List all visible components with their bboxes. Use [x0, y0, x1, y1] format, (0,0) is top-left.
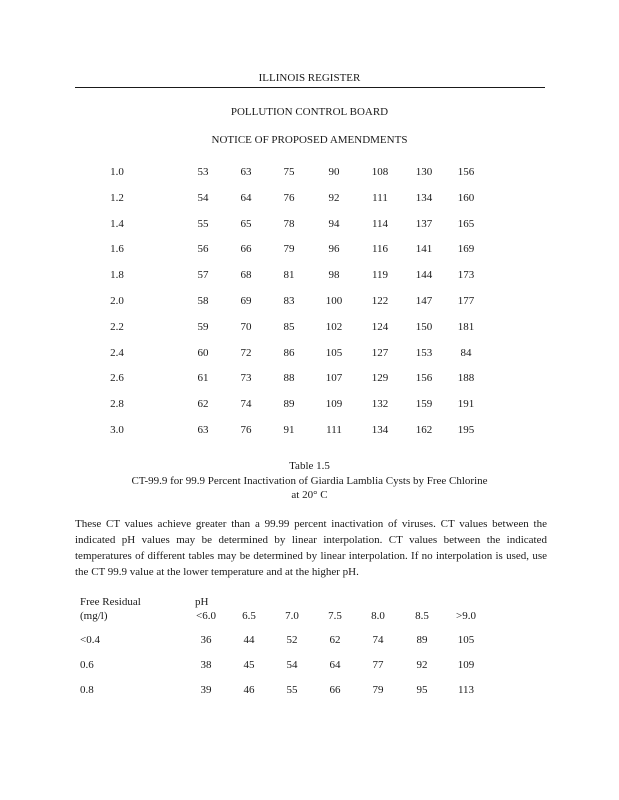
ct-value-cell: 95	[416, 684, 428, 696]
ph-column-header: 7.0	[285, 610, 299, 622]
residual-cell: 2.2	[110, 320, 124, 333]
ct-value-cell: 188	[457, 372, 475, 385]
table-temperature: at 20° C	[291, 489, 328, 501]
residual-cell: 0.6	[80, 659, 94, 671]
ct-value-cell: 92	[328, 191, 340, 204]
ph-column-header: <6.0	[196, 610, 216, 622]
ct-value-cell: 55	[286, 684, 298, 696]
ct-value-cell: 88	[283, 372, 295, 385]
ct-value-cell: 134	[371, 424, 389, 436]
ct-value-cell: 129	[371, 372, 389, 385]
residual-cell: 2.6	[110, 372, 124, 385]
ct-value-cell: 156	[415, 372, 433, 385]
ct-value-cell: 156	[457, 166, 475, 178]
ct-value-cell: 68	[240, 269, 252, 282]
ct-value-cell: 65	[240, 217, 252, 230]
ct-value-cell: 63	[197, 424, 209, 436]
residual-cell: 2.8	[110, 398, 124, 411]
ct-value-cell: 94	[328, 217, 340, 230]
units-header: (mg/l)	[80, 610, 108, 622]
board-title: POLLUTION CONTROL BOARD	[230, 106, 389, 118]
residual-cell: 1.4	[110, 217, 124, 230]
ct-value-cell: 84	[460, 346, 472, 359]
ct-value-cell: 132	[371, 398, 389, 411]
ct-value-cell: 108	[371, 166, 389, 178]
ct-value-cell: 58	[197, 295, 209, 307]
ct-value-cell: 70	[240, 320, 252, 333]
ct-value-cell: 64	[240, 191, 252, 204]
ct-value-cell: 162	[415, 424, 433, 436]
ct-value-cell: 73	[240, 372, 252, 385]
residual-cell: 3.0	[110, 424, 124, 436]
ct-value-cell: 116	[371, 243, 389, 256]
ct-value-cell: 72	[240, 346, 252, 359]
ct-value-cell: 59	[197, 320, 209, 333]
ct-value-cell: 63	[240, 166, 252, 178]
free-residual-header: Free Residual	[80, 596, 141, 608]
ct-value-cell: 79	[283, 243, 295, 256]
ct-value-cell: 113	[457, 684, 475, 696]
ct-value-cell: 111	[372, 191, 388, 204]
ct-value-cell: 134	[415, 191, 433, 204]
ct-value-cell: 89	[416, 634, 428, 646]
ct-value-cell: 92	[416, 659, 428, 671]
ct-value-cell: 54	[197, 191, 209, 204]
ct-value-cell: 38	[200, 659, 212, 671]
residual-cell: 1.2	[110, 191, 124, 204]
ct-value-cell: 53	[197, 166, 209, 178]
ct-value-cell: 160	[457, 191, 475, 204]
ct-value-cell: 79	[372, 684, 384, 696]
ct-value-cell: 127	[371, 346, 389, 359]
ct-value-cell: 91	[283, 424, 295, 436]
ph-column-header: 6.5	[242, 610, 256, 622]
ct-value-cell: 90	[328, 166, 340, 178]
ct-value-cell: 130	[415, 166, 433, 178]
ct-value-cell: 77	[372, 659, 384, 671]
ct-value-cell: 165	[457, 217, 475, 230]
ct-value-cell: 69	[240, 295, 252, 307]
ct-value-cell: 122	[371, 295, 389, 307]
header-rule	[75, 87, 545, 88]
ct-value-cell: 74	[240, 398, 252, 411]
ct-value-cell: 105	[457, 634, 475, 646]
ct-value-cell: 109	[457, 659, 475, 671]
table-number: Table 1.5	[289, 460, 330, 472]
ph-column-header: 8.5	[415, 610, 429, 622]
ct-value-cell: 141	[415, 243, 433, 256]
ct-value-cell: 39	[200, 684, 212, 696]
ct-value-cell: 147	[415, 295, 433, 307]
ct-value-cell: 62	[329, 634, 341, 646]
ct-value-cell: 55	[197, 217, 209, 230]
ct-value-cell: 46	[243, 684, 255, 696]
residual-cell: 2.4	[110, 346, 124, 359]
ct-value-cell: 76	[283, 191, 295, 204]
ct-value-cell: 124	[371, 320, 389, 333]
ct-value-cell: 60	[197, 346, 209, 359]
ct-value-cell: 111	[326, 424, 342, 436]
ct-value-cell: 191	[457, 398, 475, 411]
ct-value-cell: 74	[372, 634, 384, 646]
ct-value-cell: 76	[240, 424, 252, 436]
ct-value-cell: 181	[457, 320, 475, 333]
ct-value-cell: 81	[283, 269, 295, 282]
ct-value-cell: 36	[200, 634, 212, 646]
ct-value-cell: 89	[283, 398, 295, 411]
residual-cell: 1.6	[110, 243, 124, 256]
residual-cell: 1.8	[110, 269, 124, 282]
ct-value-cell: 105	[325, 346, 343, 359]
ct-value-cell: 62	[197, 398, 209, 411]
ct-value-cell: 96	[328, 243, 340, 256]
residual-cell: 0.8	[80, 684, 94, 696]
table-title: CT-99.9 for 99.9 Percent Inactivation of Giardia Lamblia Cysts by Free Chlorine	[131, 475, 488, 487]
ct-value-cell: 52	[286, 634, 298, 646]
ct-value-cell: 98	[328, 269, 340, 282]
ct-value-cell: 83	[283, 295, 295, 307]
ct-value-cell: 64	[329, 659, 341, 671]
ct-value-cell: 144	[415, 269, 433, 282]
ct-value-cell: 66	[240, 243, 252, 256]
interpolation-paragraph: These CT values achieve greater than a 99.99 percent inactivation of viruses. CT values between the indicated pH values may be determined by linear interpolation. CT values between the indicated temperatures of different tables may be determined by linear interpolation. If no interpolation is used, use the CT 99.9 value at the lower temperature and at the higher pH.	[75, 518, 547, 578]
ct-value-cell: 173	[457, 269, 475, 282]
ct-value-cell: 54	[286, 659, 298, 671]
ct-value-cell: 57	[197, 269, 209, 282]
residual-cell: <0.4	[80, 634, 100, 646]
ct-value-cell: 153	[415, 346, 433, 359]
ct-value-cell: 100	[325, 295, 343, 307]
ct-value-cell: 150	[415, 320, 433, 333]
ct-value-cell: 45	[243, 659, 255, 671]
ct-value-cell: 66	[329, 684, 341, 696]
ct-value-cell: 44	[243, 634, 255, 646]
ct-value-cell: 107	[325, 372, 343, 385]
ct-value-cell: 85	[283, 320, 295, 333]
ct-value-cell: 102	[325, 320, 343, 333]
ct-value-cell: 86	[283, 346, 295, 359]
ph-column-header: 7.5	[328, 610, 342, 622]
ct-value-cell: 137	[415, 217, 433, 230]
residual-cell: 2.0	[110, 295, 124, 307]
register-title: ILLINOIS REGISTER	[258, 72, 361, 84]
ct-value-cell: 177	[457, 295, 475, 307]
residual-cell: 1.0	[110, 166, 124, 178]
ct-value-cell: 61	[197, 372, 209, 385]
ct-value-cell: 56	[197, 243, 209, 256]
ph-column-header: >9.0	[456, 610, 476, 622]
ct-value-cell: 75	[283, 166, 295, 178]
ct-value-cell: 114	[371, 217, 389, 230]
ct-value-cell: 109	[325, 398, 343, 411]
notice-title: NOTICE OF PROPOSED AMENDMENTS	[211, 134, 408, 146]
ct-value-cell: 195	[457, 424, 475, 436]
ph-header: pH	[195, 596, 209, 608]
ph-column-header: 8.0	[371, 610, 385, 622]
ct-value-cell: 119	[371, 269, 389, 282]
ct-value-cell: 169	[457, 243, 475, 256]
ct-value-cell: 78	[283, 217, 295, 230]
ct-value-cell: 159	[415, 398, 433, 411]
